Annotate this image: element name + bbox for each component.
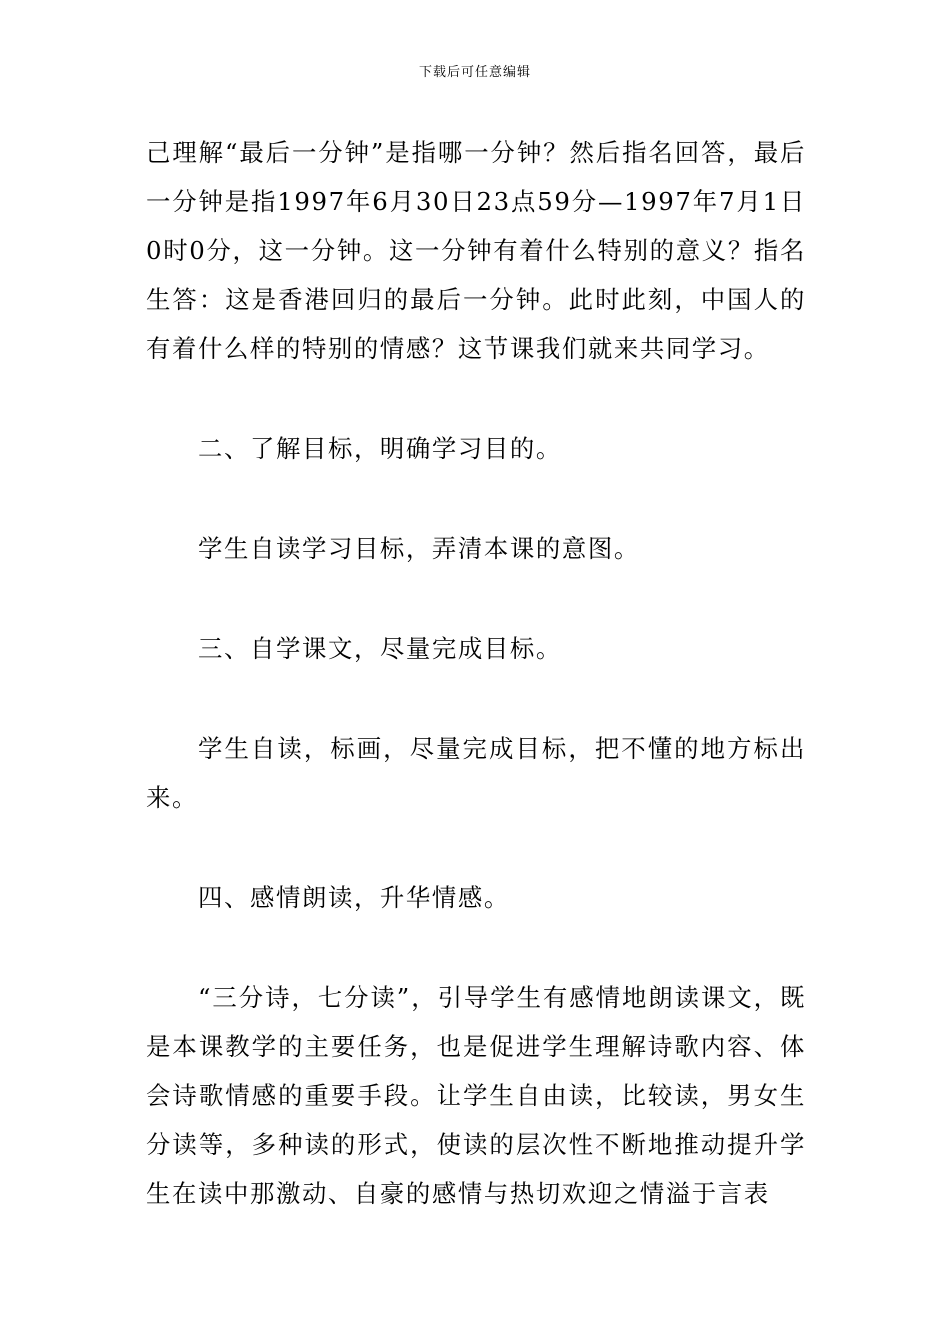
- paragraph-section-3: 学生自读，标画，尽量完成目标，把不懂的地方标出来。: [146, 734, 806, 812]
- section-heading-2: 二、了解目标，明确学习目的。: [198, 434, 562, 463]
- paragraph-section-4: “三分诗，七分读”，引导学生有感情地朗读课文，既是本课教学的主要任务，也是促进学生理解诗歌内容、体会诗歌情感的重要手段。让学生自由读，比较读，男女生分读等，多种读的形式，使读的层次性不断地推动提升学生在读中那激动、自豪的感情与热切欢迎之情溢于言表: [146, 983, 806, 1208]
- paragraph-section-2: 学生自读学习目标，弄清本课的意图。: [198, 534, 640, 563]
- section-heading-3: 三、自学课文，尽量完成目标。: [198, 634, 562, 663]
- section-heading-4: 四、感情朗读，升华情感。: [198, 883, 510, 912]
- paragraph-intro-continuation: 己理解“最后一分钟”是指哪一分钟？然后指名回答，最后一分钟是指1997年6月30日23点59分—1997年7月1日0时0分，这一分钟。这一分钟有着什么特别的意义？指名生答：这是香港回归的最后一分钟。此时此刻，中国人的有着什么样的特别的情感？这节课我们就来共同学习。: [146, 138, 806, 363]
- document-body: [146, 128, 806, 1218]
- page-header: 下载后可任意编辑: [418, 65, 531, 80]
